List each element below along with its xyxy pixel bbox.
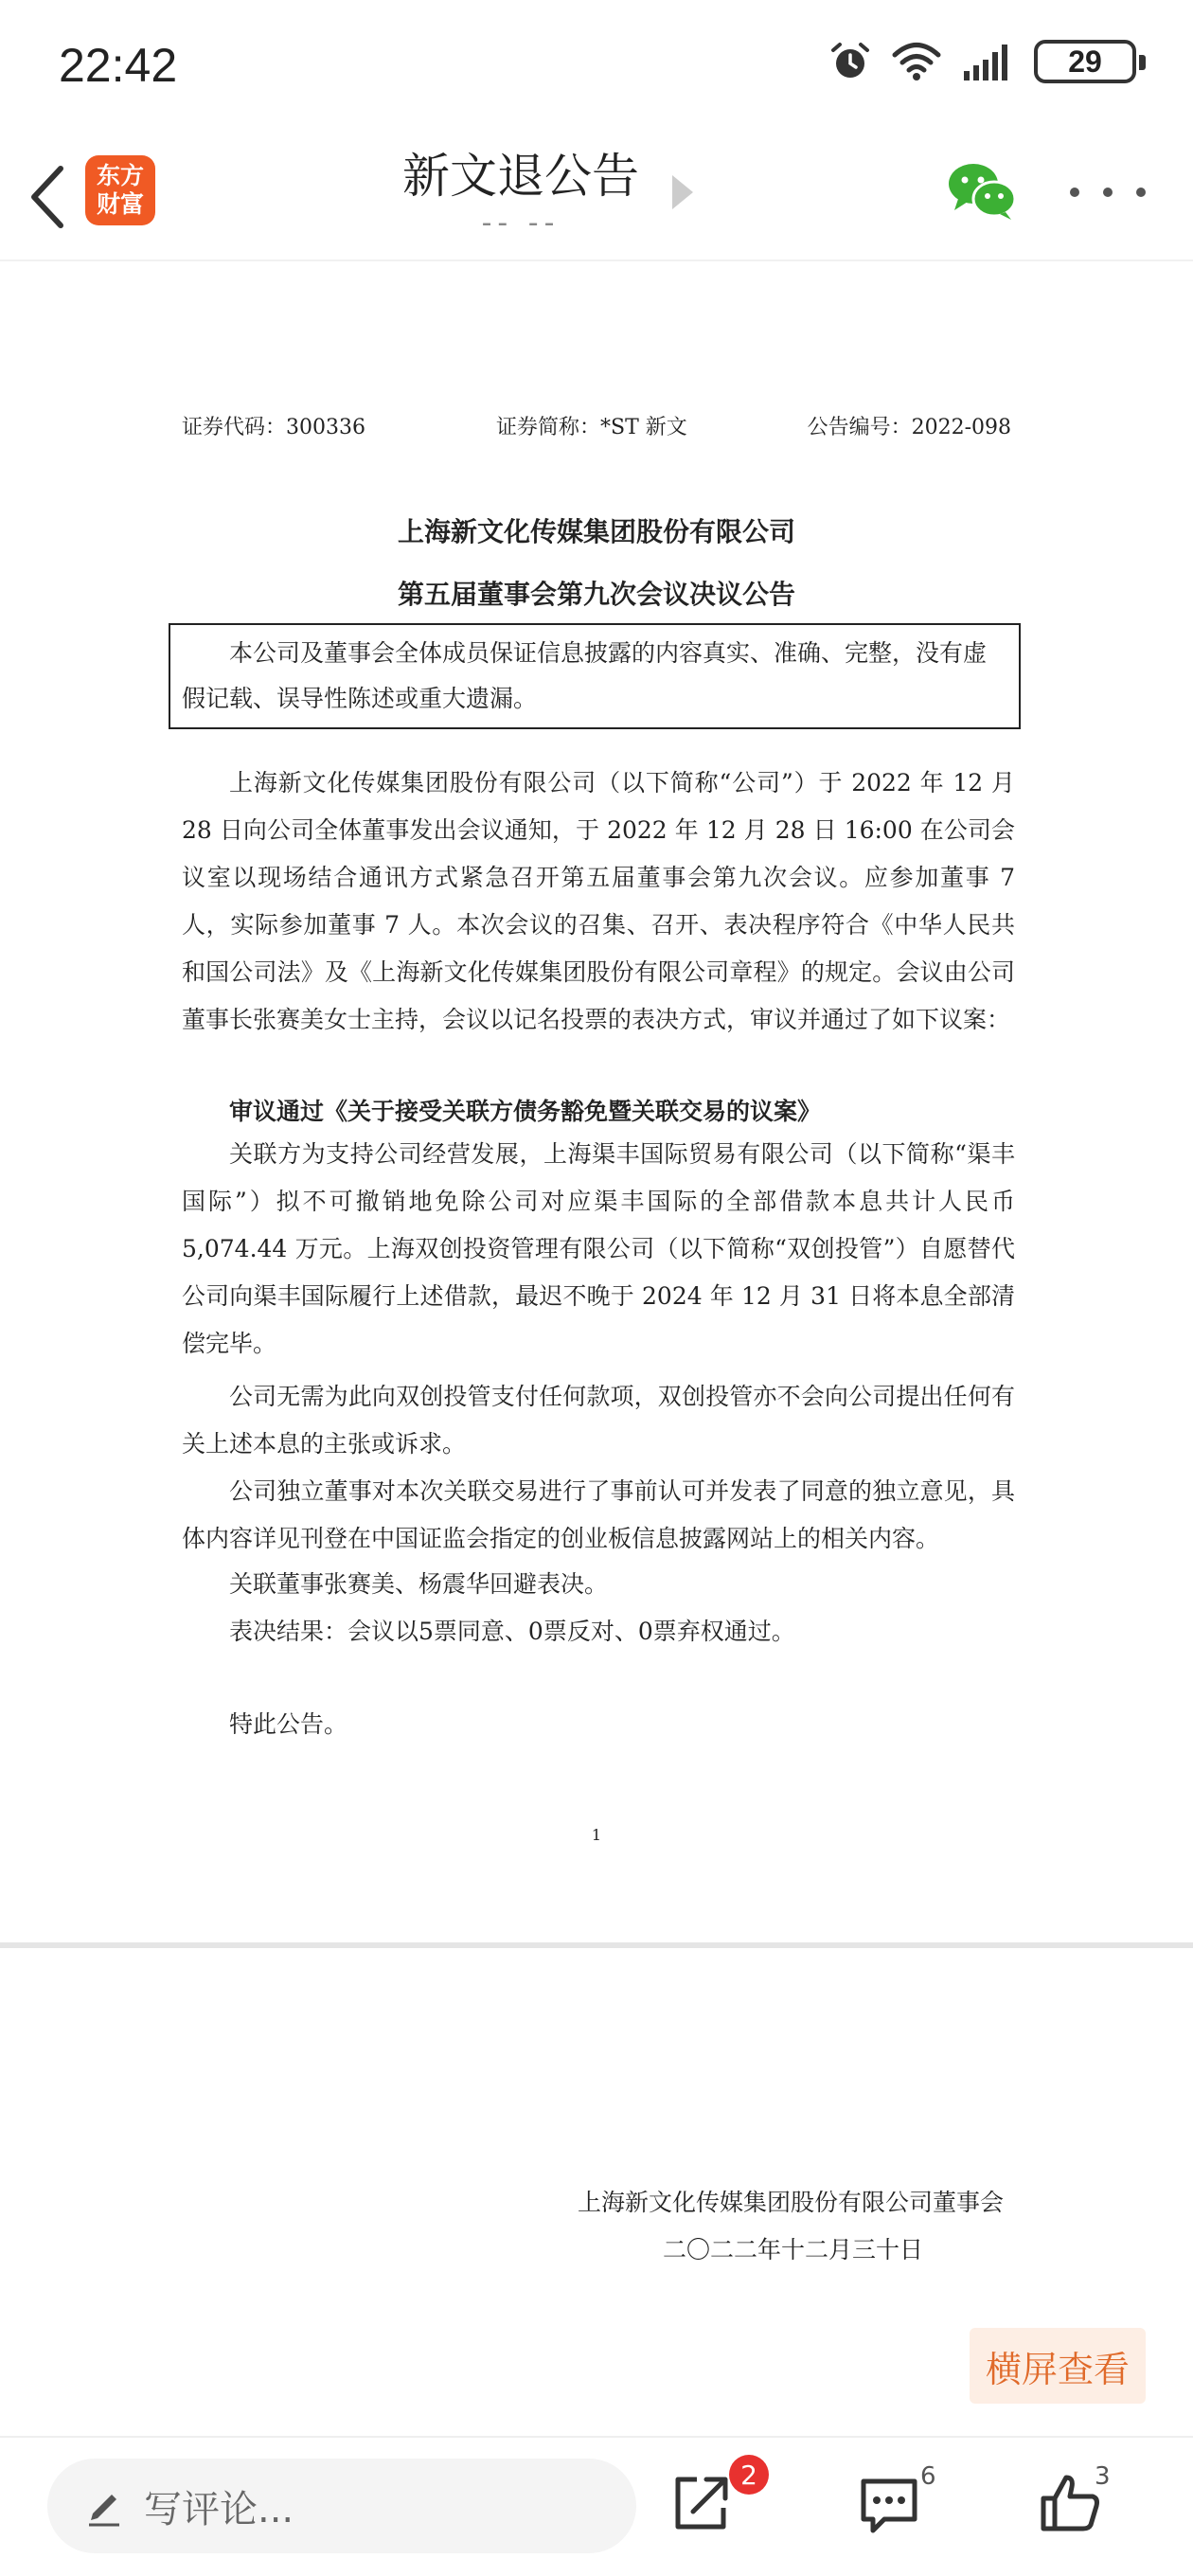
page-number: 1 [591, 1826, 602, 1844]
comment-placeholder: 写评论... [144, 2487, 294, 2531]
comment-count: 6 [920, 2462, 936, 2491]
closing-line: 特此公告。 [229, 1710, 348, 1738]
status-bar [0, 0, 1193, 133]
back-button[interactable] [19, 159, 76, 235]
dot-icon [1136, 188, 1146, 197]
pencil-icon [85, 2485, 123, 2527]
app-logo-line2: 财富 [96, 190, 144, 218]
stock-short-name: 证券简称：*ST 新文 [496, 416, 687, 439]
announcement-heading: 第五届董事会第九次会议决议公告 [397, 579, 795, 610]
comment-bubble-icon [856, 2472, 922, 2538]
chevron-left-icon [28, 165, 66, 229]
share-icon [668, 2470, 735, 2536]
caret-right-icon[interactable] [670, 173, 695, 211]
wifi-icon [892, 41, 941, 82]
dot-icon [1070, 188, 1079, 197]
landscape-view-button[interactable]: 横屏查看 [970, 2328, 1146, 2404]
page-subtitle: -- -- [481, 206, 561, 240]
battery-icon [1034, 40, 1136, 83]
stock-code: 证券代码：300336 [182, 416, 365, 439]
header-divider [0, 259, 1193, 261]
motion-paragraph: 公司无需为此向双创投管支付任何款项，双创投管亦不会向公司提出任何有关上述本息的主张或诉求。 [182, 1383, 1015, 1458]
page-separator [0, 1942, 1193, 1948]
bottom-action-bar [0, 2438, 1193, 2576]
dot-icon [1103, 188, 1113, 197]
wechat-icon [947, 161, 1019, 222]
signal-icon [962, 41, 1013, 82]
app-logo[interactable] [85, 155, 155, 225]
page-title: 新文退公告 [402, 149, 639, 204]
comment-input[interactable] [47, 2459, 636, 2553]
motion-paragraph: 关联董事张赛美、杨震华回避表决。 [229, 1570, 609, 1598]
signature-date: 二〇二二年十二月三十日 [663, 2236, 924, 2263]
company-name: 上海新文化传媒集团股份有限公司 [397, 516, 795, 547]
more-options-button[interactable] [1070, 178, 1146, 206]
wechat-share-button[interactable] [947, 161, 1019, 225]
status-time: 22:42 [59, 39, 178, 92]
meeting-paragraph: 上海新文化传媒集团股份有限公司（以下简称“公司”）于 2022 年 12 月 28 日向公司全体董事发出会议通知，于 2022 年 12 月 28 日 16:00 在公司会议室以现场结合通讯方式紧急召开第五届董事会第九次会议。应参加董事 7 人，实际参加董事 7 人。本次会议的召集、召开、表决程序符合《中华人民共和国公司法》及《上海新文化传媒集团股份有限公司章程》的规定。会议由公司董事长张赛美女士主持，会议以记名投票的表决方式，审议并通过了如下议案： [182, 769, 1015, 1033]
motion-paragraph: 关联方为支持公司经营发展，上海渠丰国际贸易有限公司（以下简称“渠丰国际”）拟不可撤销地免除公司对应渠丰国际的全部借款本息共计人民币5,074.44 万元。上海双创投资管理有限公司（以下简称“双创投管”）自愿替代公司向渠丰国际履行上述借款，最迟不晚于 2024 年 12 月 31 日将本息全部清偿完毕。 [182, 1140, 1015, 1357]
comments-button[interactable] [856, 2472, 922, 2538]
motion-paragraph: 公司独立董事对本次关联交易进行了事前认可并发表了同意的独立意见，具体内容详见刊登在中国证监会指定的创业板信息披露网站上的相关内容。 [182, 1477, 1015, 1552]
notice-number: 公告编号：2022-098 [807, 416, 1011, 439]
status-icons [829, 40, 1136, 83]
app-logo-line1: 东方 [96, 162, 144, 189]
battery-level: 29 [1068, 44, 1102, 79]
motion-title: 审议通过《关于接受关联方债务豁免暨关联交易的议案》 [229, 1098, 822, 1125]
app-header [0, 133, 1193, 260]
share-button[interactable] [668, 2470, 735, 2536]
like-count: 3 [1095, 2462, 1111, 2491]
disclosure-statement: 本公司及董事会全体成员保证信息披露的内容真实、准确、完整，没有虚假记载、误导性陈述或重大遗漏。 [169, 623, 1021, 729]
alarm-icon [829, 41, 871, 82]
vote-result: 表决结果：会议以5票同意、0票反对、0票弃权通过。 [229, 1618, 795, 1645]
signature-org: 上海新文化传媒集团股份有限公司董事会 [578, 2189, 1005, 2216]
share-badge: 2 [729, 2455, 769, 2495]
